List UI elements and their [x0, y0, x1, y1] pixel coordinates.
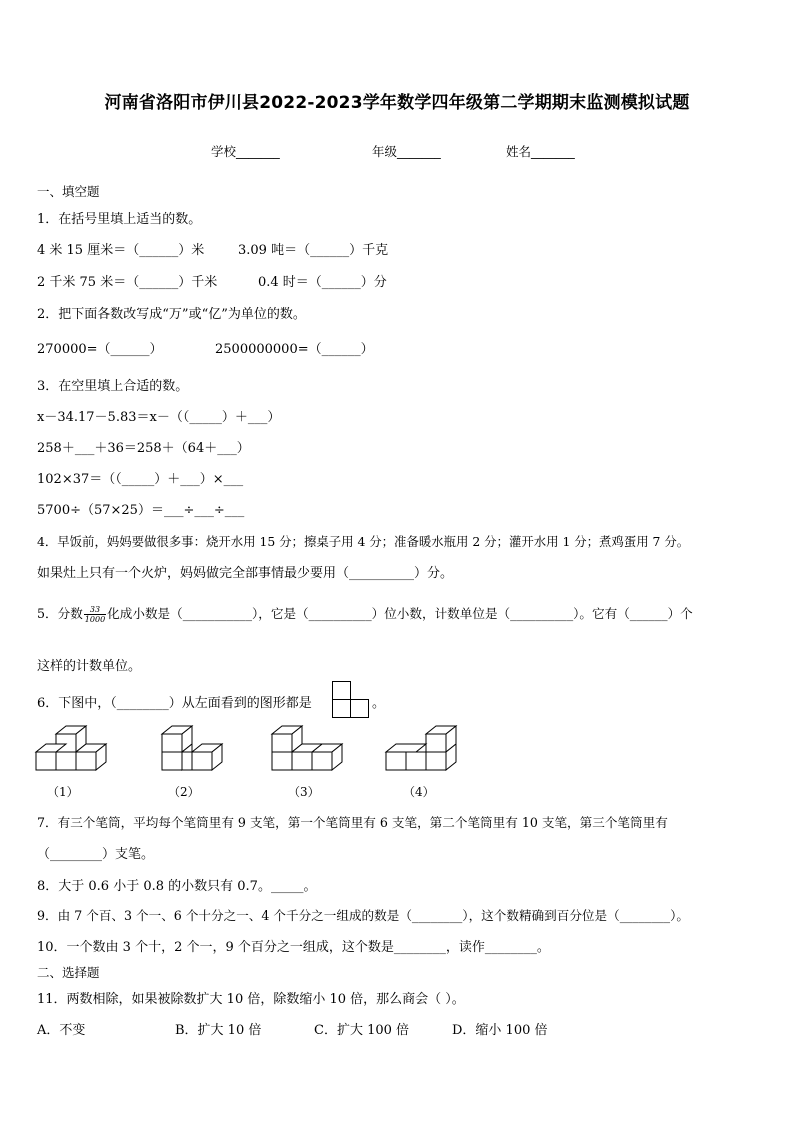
q8: 8．大于 0.6 小于 0.8 的小数只有 0.7。_____。	[37, 879, 317, 894]
cube-figure-1	[36, 724, 106, 776]
q1-item-d: 0.4 时＝（______）分	[258, 275, 387, 290]
fraction	[84, 605, 106, 624]
q3-line-3: 102×37＝（（_____）＋___）×___	[37, 472, 244, 487]
school-field: 学校_______	[211, 144, 280, 159]
q9: 9．由 7 个百、3 个一、6 个十分之一、4 个千分之一组成的数是（________），这个数精确到百分位是（________）。	[37, 908, 689, 923]
page-title: 河南省洛阳市伊川县2022-2023学年数学四年级第二学期期末监测模拟试题	[104, 93, 690, 113]
q3-line-1: x－34.17－5.83＝x－（（_____）＋___）	[37, 410, 281, 425]
cube-figure-4	[386, 724, 456, 776]
figure-label-2: （2）	[168, 785, 200, 799]
grade-field: 年级_______	[372, 144, 441, 159]
cube-figure-3	[272, 724, 342, 776]
q3-line-4: 5700÷（57×25）＝___÷___÷___	[37, 503, 245, 518]
q6-stem: 6．下图中，（________）从左面看到的图形都是	[37, 696, 312, 711]
left-view-shape-icon	[332, 681, 372, 719]
q6-suffix: 。	[372, 696, 386, 711]
q4-line-2: 如果灶上只有一个火炉，妈妈做完全部事情最少要用（__________）分。	[37, 566, 454, 581]
q2-stem: 2．把下面各数改写成“万”或“亿”为单位的数。	[37, 307, 306, 322]
q2-item-a: 270000=（______）	[37, 342, 163, 357]
figure-label-4: （4）	[403, 785, 435, 799]
q10: 10．一个数由 3 个十，2 个一，9 个百分之一组成，这个数是________，读作________。	[37, 940, 550, 955]
q2-item-b: 2500000000=（______）	[215, 342, 374, 357]
name-field: 姓名_______	[506, 144, 575, 159]
q4-line-1: 4．早饭前，妈妈要做很多事：烧开水用 15 分；擦桌子用 4 分；准备暖水瓶用 2 分；灌开水用 1 分；煮鸡蛋用 7 分。	[37, 534, 690, 549]
q5-suffix: 化成小数是（___________），它是（__________）位小数，计数单位是（__________）。它有（______）个	[107, 606, 693, 621]
q7-line-1: 7．有三个笔筒，平均每个笔筒里有 9 支笔，第一个笔筒里有 6 支笔，第二个笔筒里有 10 支笔，第三个笔筒里有	[37, 815, 668, 830]
q1-item-a: 4 米 15 厘米＝（______）米	[37, 243, 205, 258]
figure-label-1: （1）	[47, 785, 79, 799]
q7-line-2: （________）支笔。	[37, 847, 155, 862]
fraction-denominator: 1000	[84, 615, 106, 624]
q11-option-d[interactable]: D．缩小 100 倍	[452, 1023, 548, 1038]
fraction-numerator: 33	[84, 605, 106, 615]
figure-label-3: （3）	[288, 785, 320, 799]
q11-option-b[interactable]: B．扩大 10 倍	[175, 1023, 262, 1038]
cube-figure-2	[152, 724, 222, 776]
section-fill-in: 一、填空题	[37, 184, 100, 199]
q1-stem: 1．在括号里填上适当的数。	[37, 212, 202, 227]
q5-line-2: 这样的计数单位。	[37, 659, 142, 674]
q11-option-a[interactable]: A．不变	[37, 1023, 86, 1038]
section-choice: 二、选择题	[37, 965, 100, 980]
q3-stem: 3．在空里填上合适的数。	[37, 379, 189, 394]
q5-prefix: 5．分数	[37, 606, 83, 621]
q3-line-2: 258＋___＋36＝258＋（64＋___）	[37, 441, 250, 456]
q11-option-c[interactable]: C．扩大 100 倍	[314, 1023, 410, 1038]
q1-item-b: 3.09 吨＝（______）千克	[238, 243, 389, 258]
q1-item-c: 2 千米 75 米＝（______）千米	[37, 275, 218, 290]
q5-line-1	[37, 603, 693, 624]
q11-stem: 11．两数相除，如果被除数扩大 10 倍，除数缩小 10 倍，那么商会（ ）。	[37, 992, 465, 1007]
